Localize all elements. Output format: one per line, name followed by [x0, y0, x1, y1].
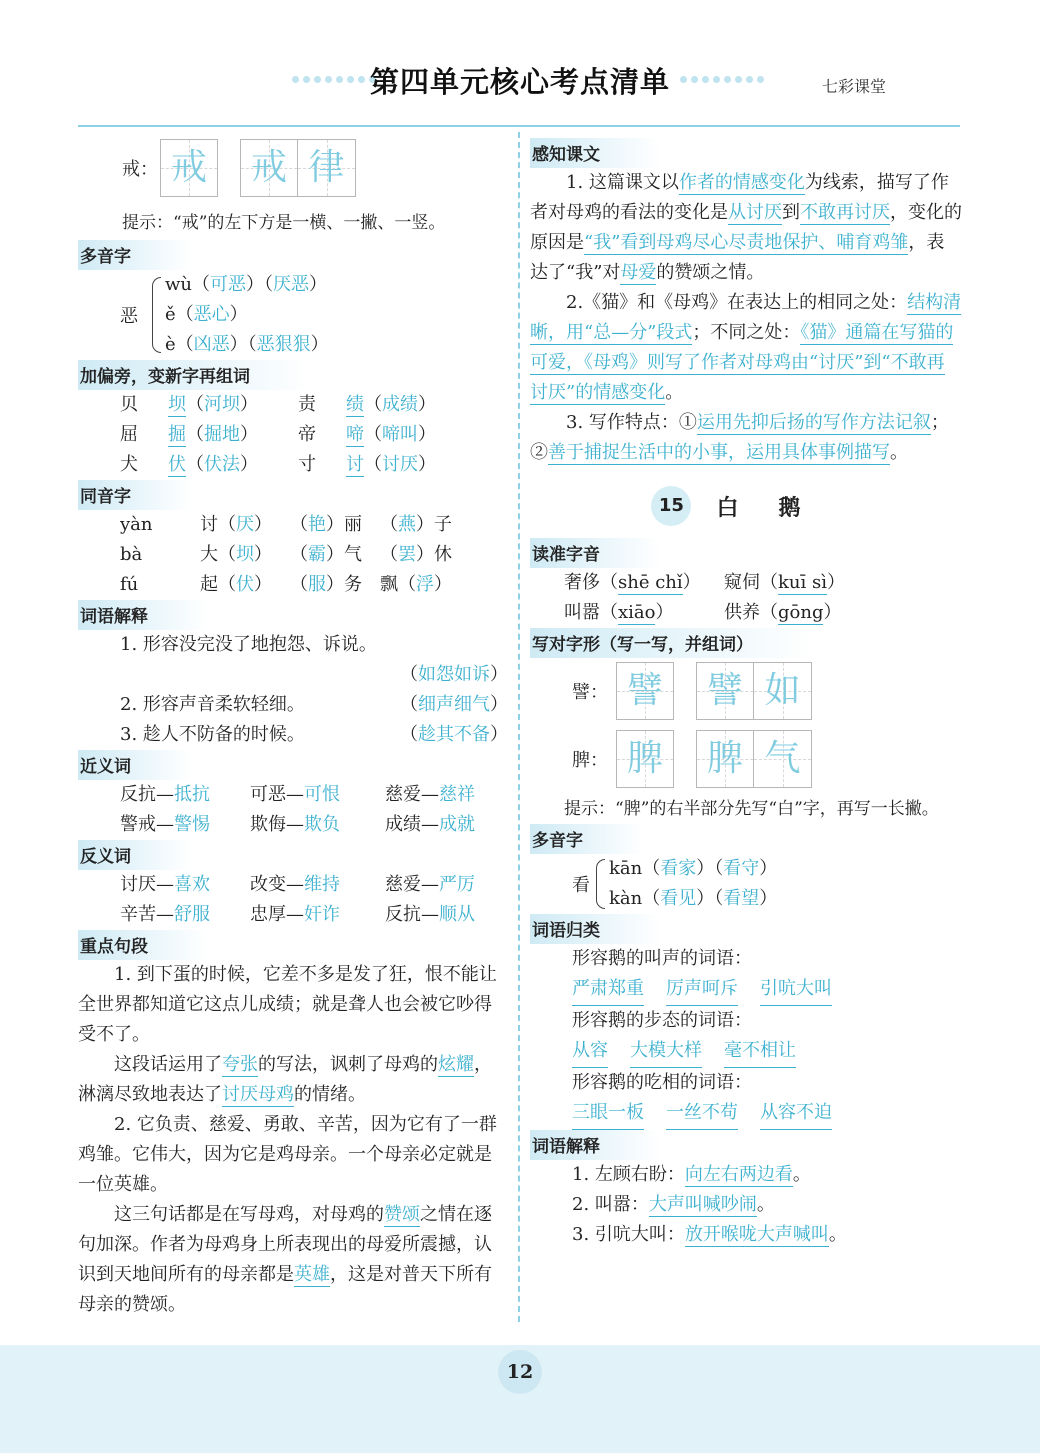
homophone-table: yàn 讨（厌） （艳）丽 （燕）子 bà 大（坝） （霸）气 （罢）休 fú 起（伏） （服）务 飘（浮）	[120, 514, 452, 595]
writing-grid-pi	[530, 658, 962, 724]
section-title-perceive: 感知课文	[530, 138, 660, 168]
writing-grid-jie	[78, 136, 508, 200]
section-title-synonym: 近义词	[78, 750, 191, 780]
section-title-classify: 词语归类	[530, 914, 660, 944]
section-title-explain: 词语解释	[78, 600, 208, 630]
grid-char-label: 譬：	[572, 682, 608, 703]
key-analysis-1: 这段话运用了夸张的写法，讽刺了母鸡的炫耀，淋漓尽致地表达了讨厌母鸡的情绪。	[78, 1054, 492, 1105]
perceive-paragraph-2: 2.《猫》和《母鸡》在表达上的相同之处：结构清晰，用“总—分”段式；不同之处：《猫》通篇在写猫的可爱，《母鸡》则写了作者对母鸡由“讨厌”到“不敢再讨厌”的情感变化。	[530, 292, 962, 403]
left-column	[78, 130, 508, 1320]
writing-box: 譬	[696, 662, 754, 720]
perceive-paragraph-1: 1. 这篇课文以作者的情感变化为线索，描写了作者对母鸡的看法的变化是从讨厌到不敢再讨厌，变化的原因是“我”看到母鸡尽心尽责地保护、哺育鸡雏，表达了“我”对母爱的赞颂之情。	[530, 172, 962, 283]
polyphone-char: 看	[572, 875, 590, 896]
perceive-paragraph-3: 3. 写作特点：①运用先抑后扬的写作方法记叙；②善于捕捉生活中的小事，运用具体事例描写。	[530, 412, 949, 463]
explain-list: 1. 形容没完没了地抱怨、诉说。 （如怨如诉） 2. 形容声音柔软轻细。 （细声细气） 3. 趁人不防备的时候。 （趁其不备）	[120, 634, 508, 745]
section-title-homophone: 同音字	[78, 480, 191, 510]
section-title-write: 写对字形（写一写，并组词）	[530, 628, 813, 658]
writing-box-pair	[696, 662, 812, 720]
writing-box-pair	[240, 139, 356, 197]
brace-icon	[596, 859, 605, 909]
writing-box: 譬	[616, 662, 674, 720]
writing-box: 如	[754, 662, 812, 720]
writing-box: 律	[298, 139, 356, 197]
lesson-heading	[530, 486, 962, 526]
writing-box: 脾	[616, 730, 674, 788]
synonym-table: 反抗—抵抗 可恶—可恨 慈爱—慈祥 警戒—警惕 欺侮—欺负 成绩—成就	[120, 784, 475, 835]
section-title-antonym: 反义词	[78, 840, 191, 870]
page-number: 12	[498, 1350, 542, 1394]
hint-text: 提示：“戒”的左下方是一横、一撇、一竖。	[122, 213, 446, 233]
radical-table: 贝 坝（河坝） 责 绩（成绩） 屈 掘（掘地） 帝 啼（啼叫） 犬 伏（伏法） 寸 讨（讨厌）	[120, 394, 436, 475]
section-title-key-sentences: 重点句段	[78, 930, 208, 960]
brand-label: 七彩课堂	[822, 77, 887, 96]
header-rule	[78, 125, 960, 127]
explain-list-2: 1. 左顾右盼：向左右两边看。 2. 叫嚣：大声叫喊吵闹。 3. 引吭大叫：放开喉咙大声喊叫。	[572, 1164, 847, 1245]
section-title-radical: 加偏旁，变新字再组词	[78, 360, 310, 390]
section-title-explain-2: 词语解释	[530, 1130, 660, 1160]
pronunciation-table: 奢侈（shē chǐ） 窥伺（kuī sì） 叫嚣（xiāo） 供养（gōng）	[564, 572, 845, 623]
hint-text: 提示：“脾”的右半部分先写“白”字，再写一长撇。	[564, 799, 939, 819]
grid-char-label: 戒：	[122, 159, 158, 180]
decorative-dots-right	[680, 76, 764, 86]
key-analysis-2: 这三句话都是在写母鸡，对母鸡的赞颂之情在逐句加深。作者为母鸡身上所表现出的母爱所震撼，认识到天地间所有的母亲都是英雄，这是对普天下所有母亲的赞颂。	[78, 1204, 492, 1315]
writing-box: 戒	[240, 139, 298, 197]
grid-char-label: 脾：	[572, 750, 608, 771]
page-title: 第四单元核心考点清单	[369, 65, 670, 99]
polyphone-line: è（凶恶）（恶狠狠）	[165, 334, 329, 355]
brace-icon	[152, 277, 161, 353]
polyphone-line: wù（可恶）（厌恶）	[165, 274, 327, 295]
antonym-table: 讨厌—喜欢 改变—维持 慈爱—严厉 辛苦—舒服 忠厚—奸诈 反抗—顺从	[120, 874, 475, 925]
section-title-polyphone: 多音字	[78, 240, 191, 270]
lesson-number-badge: 15	[651, 486, 691, 526]
right-column	[530, 130, 962, 1250]
section-title-polyphone-2: 多音字	[530, 824, 643, 854]
polyphone-block	[530, 854, 962, 914]
section-title-pronunciation: 读准字音	[530, 538, 660, 568]
key-paragraph-1: 1. 到下蛋的时候，它差不多是发了狂，恨不能让全世界都知道它这点儿成绩；就是聋人也会被它吵得受不了。	[78, 964, 497, 1045]
writing-box: 戒	[160, 139, 218, 197]
polyphone-char: 恶	[120, 306, 138, 327]
polyphone-line: kān（看家）（看守）	[609, 858, 778, 879]
writing-grid-pi2	[530, 724, 962, 794]
writing-box-pair	[696, 730, 812, 788]
polyphone-line: kàn（看见）（看望）	[609, 888, 778, 909]
column-divider	[518, 132, 520, 1322]
writing-box: 脾	[696, 730, 754, 788]
key-paragraph-2: 2. 它负责、慈爱、勇敢、辛苦，因为它有了一群鸡雏。它伟大，因为它是鸡母亲。一个母亲必定就是一位英雄。	[78, 1114, 497, 1195]
polyphone-block	[78, 270, 508, 360]
lesson-title: 白鹅	[716, 495, 841, 521]
page-header	[0, 0, 1040, 130]
writing-box: 气	[754, 730, 812, 788]
polyphone-line: ě（恶心）	[165, 304, 248, 325]
word-classes: 形容鹅的叫声的词语： 严肃郑重 厉声呵斥 引吭大叫 形容鹅的步态的词语： 从容 大模大样 毫不相让 形容鹅的吃相的词语： 三眼一板 一丝不苟 从容不迫	[530, 944, 962, 1130]
